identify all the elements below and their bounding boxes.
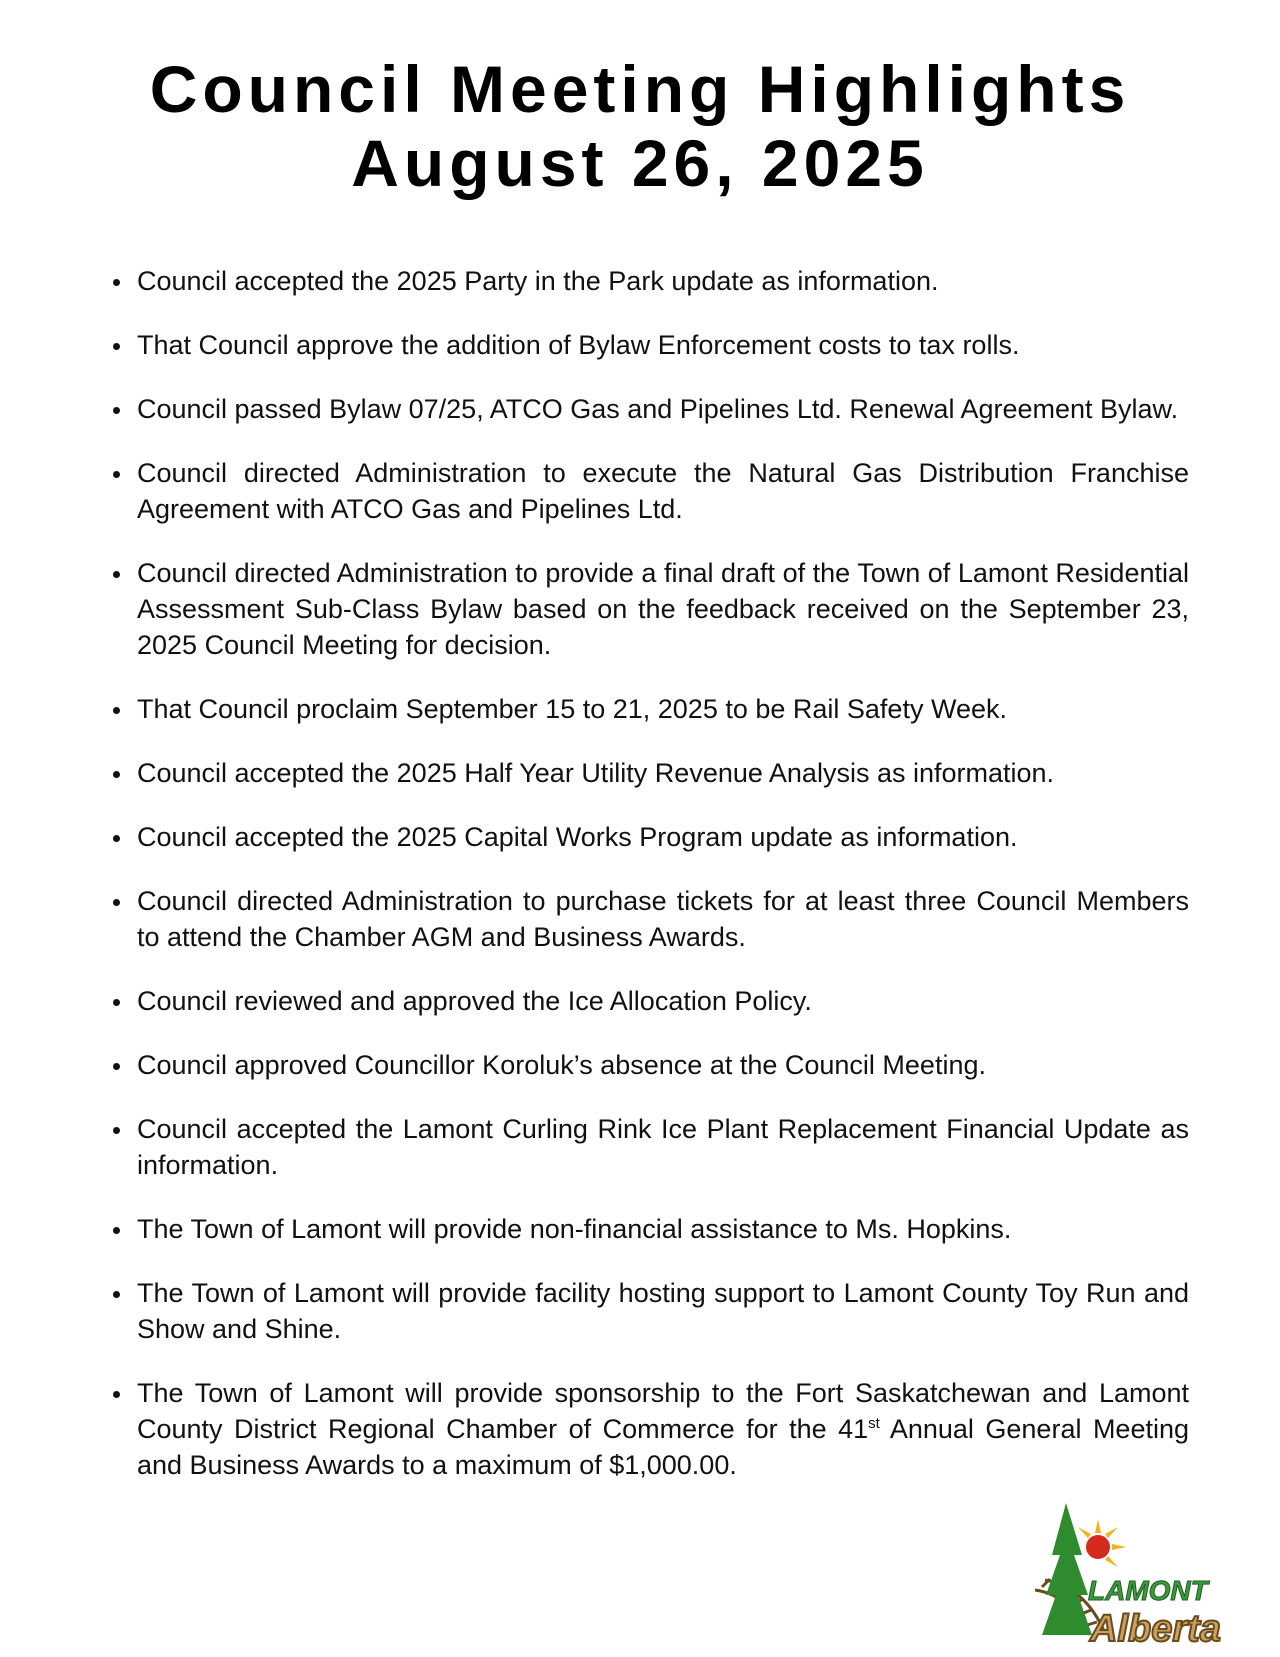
highlight-item-sponsorship [137, 1375, 1189, 1483]
highlight-item: The Town of Lamont will provide facility hosting support to Lamont County Toy Run and Show and Shine. [137, 1275, 1189, 1347]
highlight-item: That Council proclaim September 15 to 21, 2025 to be Rail Safety Week. [137, 691, 1189, 727]
highlight-item: Council directed Administration to provide a final draft of the Town of Lamont Residential Assessment Sub-Class Bylaw based on the feedback received on the September 23, 2025 Council Meeting for decision. [137, 555, 1189, 663]
highlight-item: That Council approve the addition of Bylaw Enforcement costs to tax rolls. [137, 327, 1189, 363]
highlight-item: Council accepted the 2025 Half Year Utility Revenue Analysis as information. [137, 755, 1189, 791]
title-line-1: Council Meeting Highlights [149, 52, 1131, 126]
highlights-list [137, 263, 1189, 1511]
highlight-item: Council directed Administration to purchase tickets for at least three Council Members to attend the Chamber AGM and Business Awards. [137, 883, 1189, 955]
lamont-logo-icon [1030, 1495, 1265, 1645]
highlight-item: Council approved Councillor Koroluk’s absence at the Council Meeting. [137, 1047, 1189, 1083]
sun-icon [1078, 1519, 1126, 1567]
ordinal-suffix: st [868, 1415, 880, 1432]
logo-text-bottom: Alberta [1090, 1608, 1221, 1645]
highlight-item: Council directed Administration to execute the Natural Gas Distribution Franchise Agreement with ATCO Gas and Pipelines Ltd. [137, 455, 1189, 527]
highlight-item: The Town of Lamont will provide non-financial assistance to Ms. Hopkins. [137, 1211, 1189, 1247]
highlight-item: Council accepted the Lamont Curling Rink Ice Plant Replacement Financial Update as information. [137, 1111, 1189, 1183]
highlight-text: The Town of Lamont will provide sponsorship to the Fort Saskatchewan and Lamont County District Regional Chamber of Commerce for the 41 [137, 1378, 1189, 1444]
highlight-item: Council accepted the 2025 Capital Works Program update as information. [137, 819, 1189, 855]
title-line-2: August 26, 2025 [351, 126, 929, 200]
page-title [0, 52, 1280, 200]
highlight-item: Council passed Bylaw 07/25, ATCO Gas and Pipelines Ltd. Renewal Agreement Bylaw. [137, 391, 1189, 427]
highlight-text: Annual General Meeting and Business Awards to a maximum of $1,000.00. [137, 1414, 1189, 1480]
highlight-item: Council reviewed and approved the Ice Allocation Policy. [137, 983, 1189, 1019]
highlight-item: Council accepted the 2025 Party in the Park update as information. [137, 263, 1189, 299]
lamont-alberta-logo [1030, 1495, 1265, 1645]
tree-icon [1042, 1503, 1092, 1635]
logo-text-top: LAMONT [1088, 1575, 1208, 1606]
